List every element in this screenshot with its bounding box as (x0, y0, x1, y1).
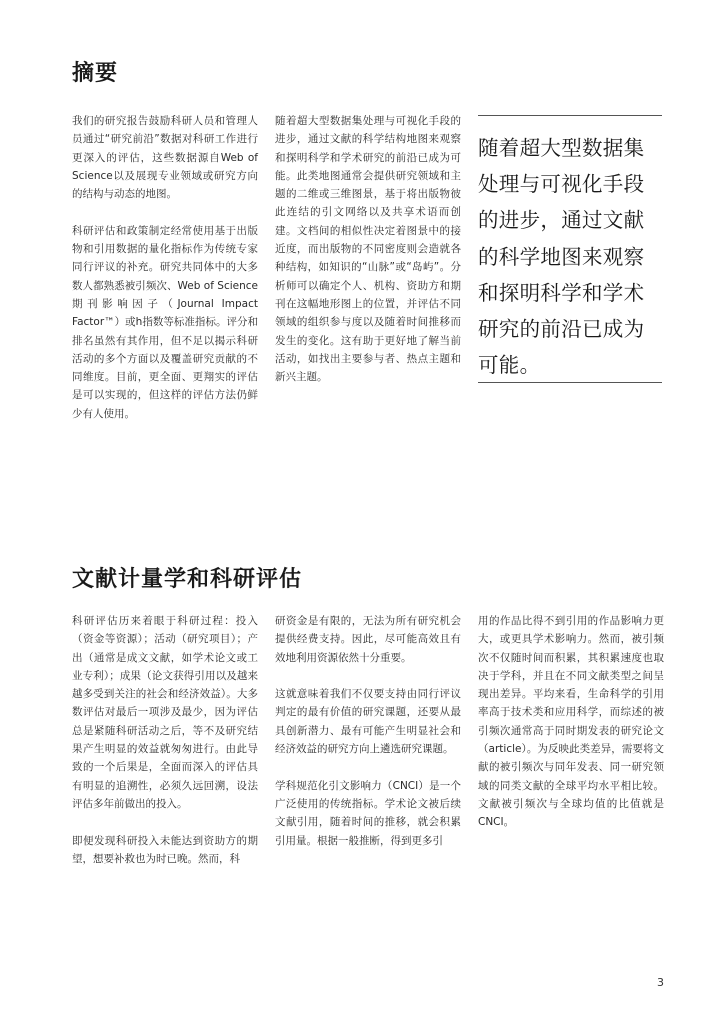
paragraph: 随着超大型数据集处理与可视化手段的进步，通过文献的科学结构地图来观察和探明科学和学术研究的前沿已成为可能。此类地图通常会提供研究领域和主题的二维或三维图景，基于将出版物彼此连结的引文网络以及共享术语而创建。文档间的相似性决定着图景中的接近度，而出版物的不同密度则会造就各种结构，如知识的“山脉”或“岛屿”。分析师可以确定个人、机构、资助方和期刊在这幅地形图上的位置，并评估不同领域的组织参与度以及随着时间推移而发生的变化。这有助于更好地了解当前活动，如找出主要参与者、热点主题和新兴主题。 (275, 115, 461, 384)
paragraph: 我们的研究报告鼓励科研人员和管理人员通过“研究前沿”数据对科研工作进行更深入的评估，这些数据源自Web of Science以及展现专业领域或研究方向的结构与动态的地图。 (72, 115, 258, 201)
paragraph: 科研评估和政策制定经常使用基于出版物和引用数据的量化指标作为传统专家同行评议的补充。研究共同体中的大多数人都熟悉被引频次、Web of Science期刊影响因子（Journal Impact Factor™）或h指数等标准指标。评分和排名虽然有其作用，但不足以揭示科研活动的多个方面以及覆盖研究贡献的不同维度。目前，更全面、更翔实的评估是可以实现的，但这样的评估方法仍鲜少有人使用。 (72, 224, 258, 420)
pull-quote (478, 115, 662, 383)
abstract-column-2 (275, 112, 461, 386)
bibliometrics-column-2 (275, 612, 461, 850)
paragraph: 学科规范化引文影响力（CNCI）是一个广泛使用的传统指标。学术论文被后续文献引用，随着时间的推移，就会积累引用量。根据一般推断，得到更多引 (275, 779, 461, 847)
section-title-abstract: 摘要 (72, 61, 119, 86)
paragraph: 研资金是有限的，无法为所有研究机会提供经费支持。因此，尽可能高效且有效地利用资源依然十分重要。 (275, 615, 461, 664)
page-number: 3 (657, 976, 664, 989)
paragraph: 即便发现科研投入未能达到资助方的期望，想要补救也为时已晚。然而，科 (72, 834, 258, 865)
abstract-column-1 (72, 112, 258, 423)
bibliometrics-column-1 (72, 612, 258, 868)
paragraph: 科研评估历来着眼于科研过程：投入（资金等资源）；活动（研究项目）；产出（通常是成文文献，如学术论文或工业专利）；成果（论文获得引用以及越来越多受到关注的社会和经济效益）。大多数评估对最后一项涉及最少，因为评估总是紧随科研活动之后，等不及研究结果产生明显的效益就匆匆进行。由此导致的一个后果是，全面而深入的评估具有明显的追溯性，必须久远回溯，设法评估多年前做出的投入。 (72, 615, 258, 810)
pull-quote-text: 随着超大型数据集处理与可视化手段的进步，通过文献的科学地图来观察和探明科学和学术研究的前沿已成为可能。 (478, 136, 645, 378)
paragraph: 这就意味着我们不仅要支持由同行评议判定的最有价值的研究课题，还要从最具创新潜力、最有可能产生明显社会和经济效益的研究方向上遴选研究课题。 (275, 688, 461, 756)
section-title-bibliometrics: 文献计量学和科研评估 (72, 567, 303, 592)
bibliometrics-column-3 (478, 612, 664, 832)
paragraph: 用的作品比得不到引用的作品影响力更大，或更具学术影响力。然而，被引频次不仅随时间而积累，其积累速度也取决于学科，并且在不同文献类型之间呈现出差异。平均来看，生命科学的引用率高于技术类和应用科学，而综述的被引频次通常高于同时期发表的研究论文（article）。为反映此类差异，需要将文献的被引频次与同年发表、同一研究领域的同类文献的全球平均水平相比较。文献被引频次与全球均值的比值就是CNCI。 (478, 615, 664, 829)
